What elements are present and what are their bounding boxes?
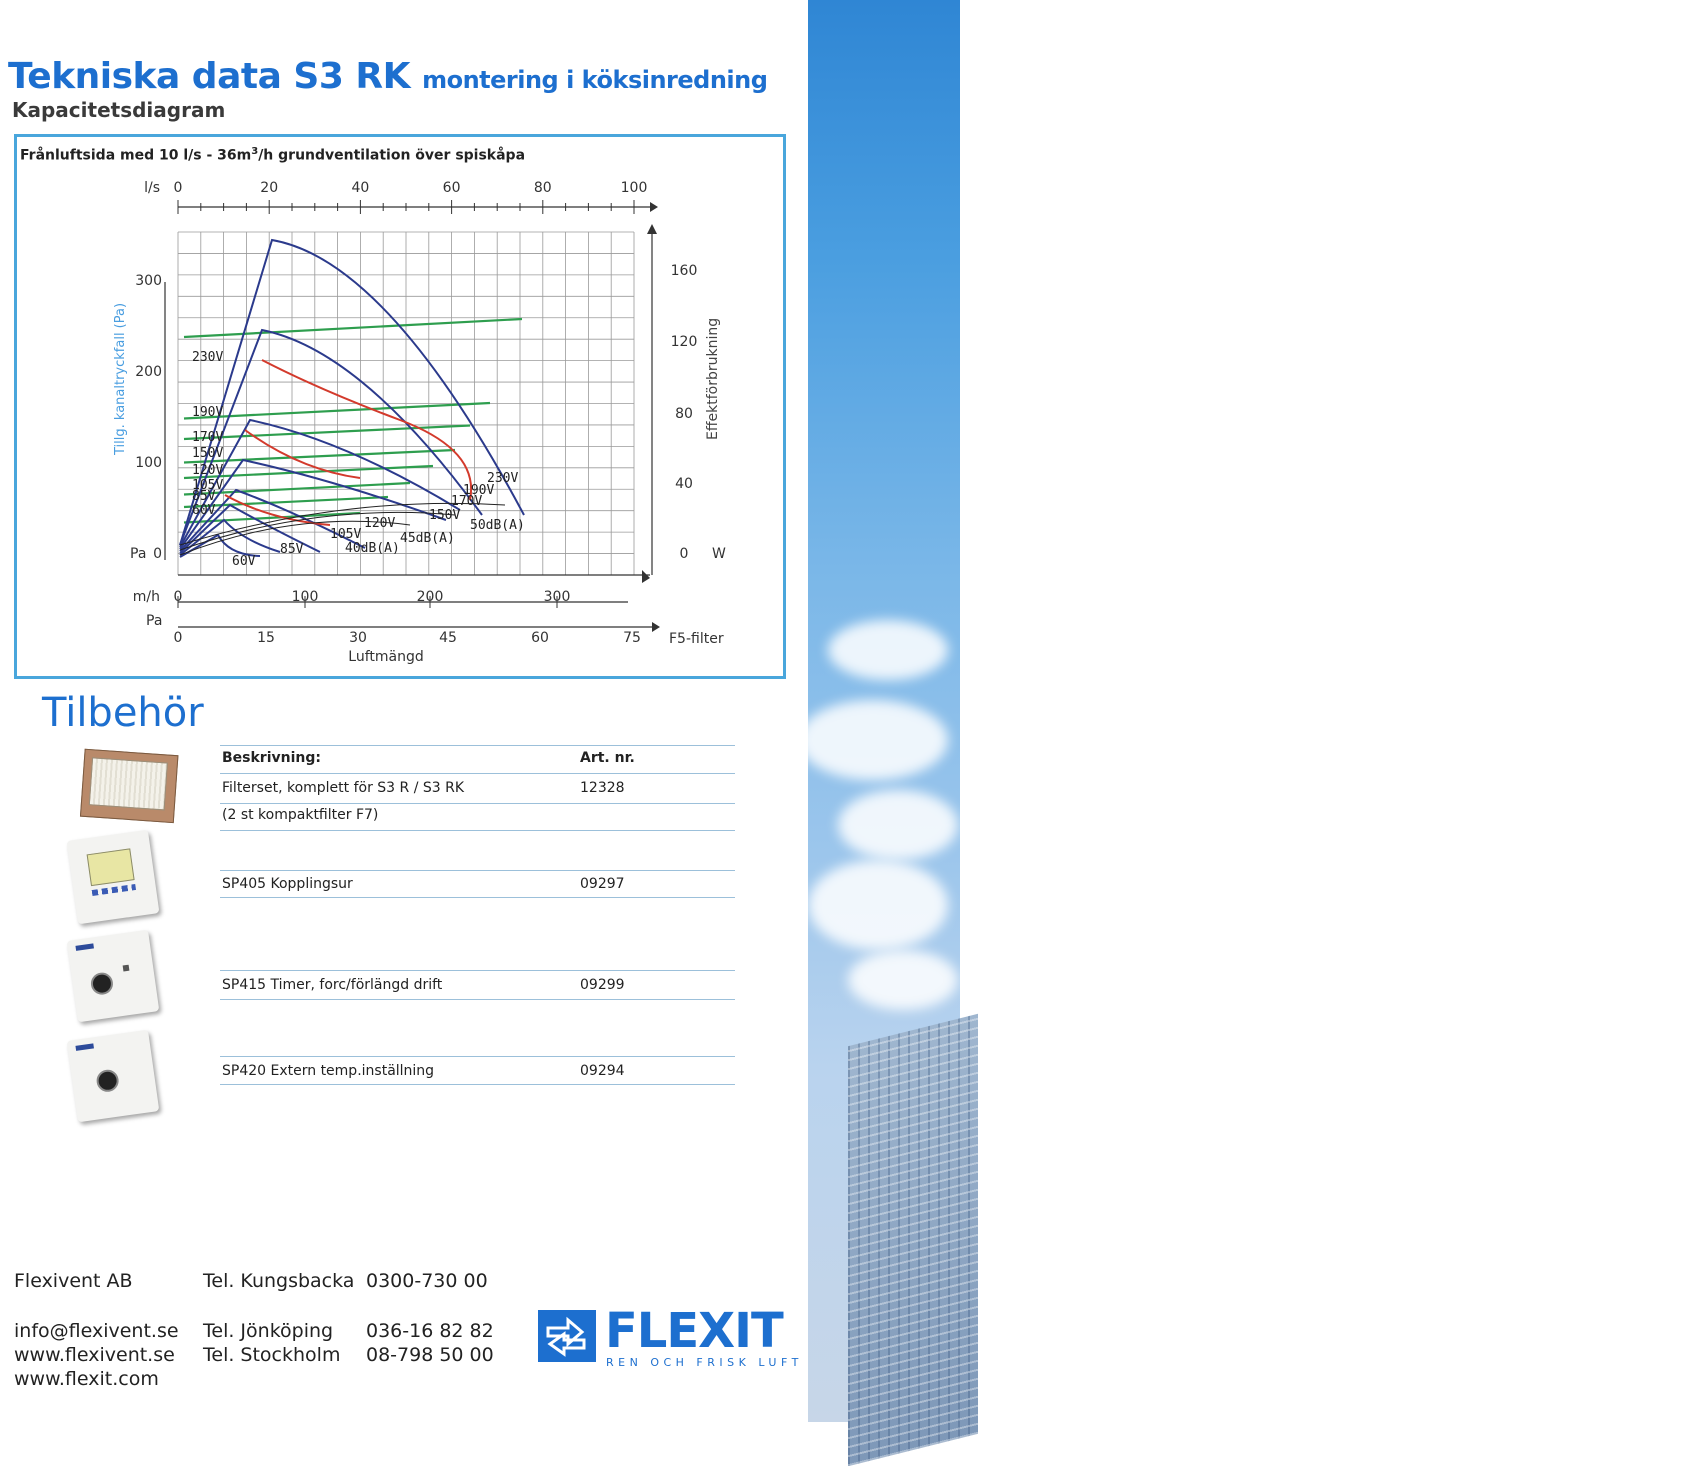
divider xyxy=(220,1084,735,1085)
company-name: Flexivent AB xyxy=(14,1270,133,1292)
sound-level-label: 40dB(A) xyxy=(345,541,400,556)
left-voltage-label: 60V xyxy=(192,503,216,518)
divider xyxy=(220,830,735,831)
item-description: Filterset, komplett för S3 R / S3 RK xyxy=(222,780,465,796)
right-voltage-label: 230V xyxy=(487,471,519,486)
item-article-number: 09294 xyxy=(580,1063,625,1079)
filter-set-image xyxy=(80,749,181,830)
chart-caption: Frånluftsida med 10 $l/s - 36m^3/h$ grundventilation över spiskåpa xyxy=(20,146,526,164)
divider xyxy=(220,897,735,898)
tick-label: 100 xyxy=(291,589,319,605)
axis-arrow xyxy=(642,570,650,583)
axis-label-m3h: m/h xyxy=(132,589,160,605)
tick-label: 30 xyxy=(349,630,367,646)
side-article-number: Art.nr. 92935 3000 06/2005 xyxy=(1679,1096,1691,1230)
item-description: SP415 Timer, forc/förlängd drift xyxy=(222,977,443,993)
tick-label: 80 xyxy=(675,406,693,422)
axis-arrow xyxy=(647,224,657,234)
left-voltage-label: 150V xyxy=(192,446,224,461)
tick-label: 160 xyxy=(670,263,698,279)
right-voltage-label: 190V xyxy=(463,483,495,498)
tick-label: 100 xyxy=(135,455,162,471)
left-voltage-label: 105V xyxy=(192,478,224,493)
axis-label-w: W xyxy=(712,546,726,562)
phone-label: Tel. Stockholm xyxy=(203,1344,341,1366)
tick-label: 15 xyxy=(257,630,275,646)
left-voltage-label: 230V xyxy=(192,350,224,365)
left-voltage-label: 120V xyxy=(192,463,224,478)
axis-label-filter: Pa xyxy=(146,613,163,629)
item-article-number: 12328 xyxy=(580,780,625,796)
left-voltage-label: 190V xyxy=(192,405,224,420)
power-line xyxy=(184,450,455,463)
bottom-voltage-label: 120V xyxy=(364,516,396,531)
axis-arrow xyxy=(650,202,658,212)
axis-label-pa: Pa xyxy=(130,546,147,562)
sound-level-label: 50dB(A) xyxy=(470,518,525,533)
tick-label: 40 xyxy=(675,476,693,492)
description-header: Beskrivning: xyxy=(222,750,321,766)
phone-number: 0300-730 00 xyxy=(366,1270,488,1292)
tick-label: 60 xyxy=(531,630,549,646)
divider xyxy=(220,1056,735,1057)
tick-label: 120 xyxy=(670,334,698,350)
divider xyxy=(220,870,735,871)
phone-label: Tel. Jönköping xyxy=(203,1320,334,1342)
filter-note: F5-filter xyxy=(669,631,724,647)
capacity-chart xyxy=(0,0,960,700)
tick-label: 300 xyxy=(543,589,571,605)
bottom-voltage-label: 60V xyxy=(232,554,256,569)
power-line xyxy=(184,319,522,337)
tick-label: 0 xyxy=(153,546,162,562)
tick-label: 40 xyxy=(351,180,370,196)
email-link[interactable]: info@flexivent.se xyxy=(14,1320,179,1342)
item-description: SP420 Extern temp.inställning xyxy=(222,1063,435,1079)
left-voltage-label: 85V xyxy=(192,489,216,504)
tick-label: 0 xyxy=(173,630,183,646)
phone-number: 036-16 82 82 xyxy=(366,1320,494,1342)
tick-label: 80 xyxy=(533,180,552,196)
x-axis-title: Luftmängd xyxy=(348,649,424,665)
tick-label: 75 xyxy=(623,630,641,646)
tick-label: 300 xyxy=(135,273,162,289)
chart-grid xyxy=(178,232,634,575)
accessories-title: Tilbehör xyxy=(42,690,204,736)
flexit-logo-text: FLEXIT xyxy=(605,1303,783,1359)
flexit-tagline: REN OCH FRISK LUFT xyxy=(606,1356,803,1369)
tick-label: 0 xyxy=(173,180,183,196)
phone-number: 08-798 50 00 xyxy=(366,1344,494,1366)
article-number-header: Art. nr. xyxy=(580,750,635,766)
divider xyxy=(220,970,735,971)
sound-level-label: 45dB(A) xyxy=(400,531,455,546)
page-subtitle: Kapacitetsdiagram xyxy=(12,98,226,122)
item-article-number: 09297 xyxy=(580,876,625,892)
flexit-logo-icon xyxy=(538,1310,596,1362)
divider xyxy=(220,745,735,746)
right-voltage-label: 150V xyxy=(429,508,461,523)
website-link[interactable]: www.flexivent.se xyxy=(14,1344,175,1366)
divider xyxy=(220,803,735,804)
item-description-detail: (2 st kompaktfilter F7) xyxy=(222,807,379,823)
building-image xyxy=(848,1014,978,1466)
item-description: SP405 Kopplingsur xyxy=(222,876,353,892)
tick-label: 200 xyxy=(416,589,444,605)
fan-curves xyxy=(180,240,524,557)
sp420-temperature-image xyxy=(67,1030,160,1123)
tick-label: 45 xyxy=(439,630,457,646)
tick-label: 100 xyxy=(620,180,648,196)
divider xyxy=(220,999,735,1000)
item-article-number: 09299 xyxy=(580,977,625,993)
tick-label: 200 xyxy=(135,364,162,380)
y-axis-title: Tillg. kanaltryckfall (Pa) xyxy=(113,302,128,455)
right-voltage-label: 170V xyxy=(451,494,483,509)
divider xyxy=(220,773,735,774)
tick-label: 60 xyxy=(442,180,461,196)
tick-label: 0 xyxy=(679,546,689,562)
axis-arrow xyxy=(652,622,660,632)
bottom-voltage-label: 85V xyxy=(280,542,304,557)
left-voltage-label: 170V xyxy=(192,430,224,445)
bottom-voltage-label: 105V xyxy=(330,527,362,542)
sp415-timer-image xyxy=(67,930,160,1023)
y2-axis-title: Effektförbrukning xyxy=(705,317,721,440)
axis-label-ls: l/s xyxy=(144,180,160,196)
tick-label: 20 xyxy=(260,180,279,196)
title-main: Tekniska data S3 RK xyxy=(8,56,411,97)
sp405-timer-image xyxy=(67,830,160,925)
phone-label: Tel. Kungsbacka xyxy=(203,1270,355,1292)
website-link[interactable]: www.flexit.com xyxy=(14,1368,159,1390)
title-sub: montering i köksinredning xyxy=(422,66,768,94)
tick-label: 0 xyxy=(173,589,183,605)
